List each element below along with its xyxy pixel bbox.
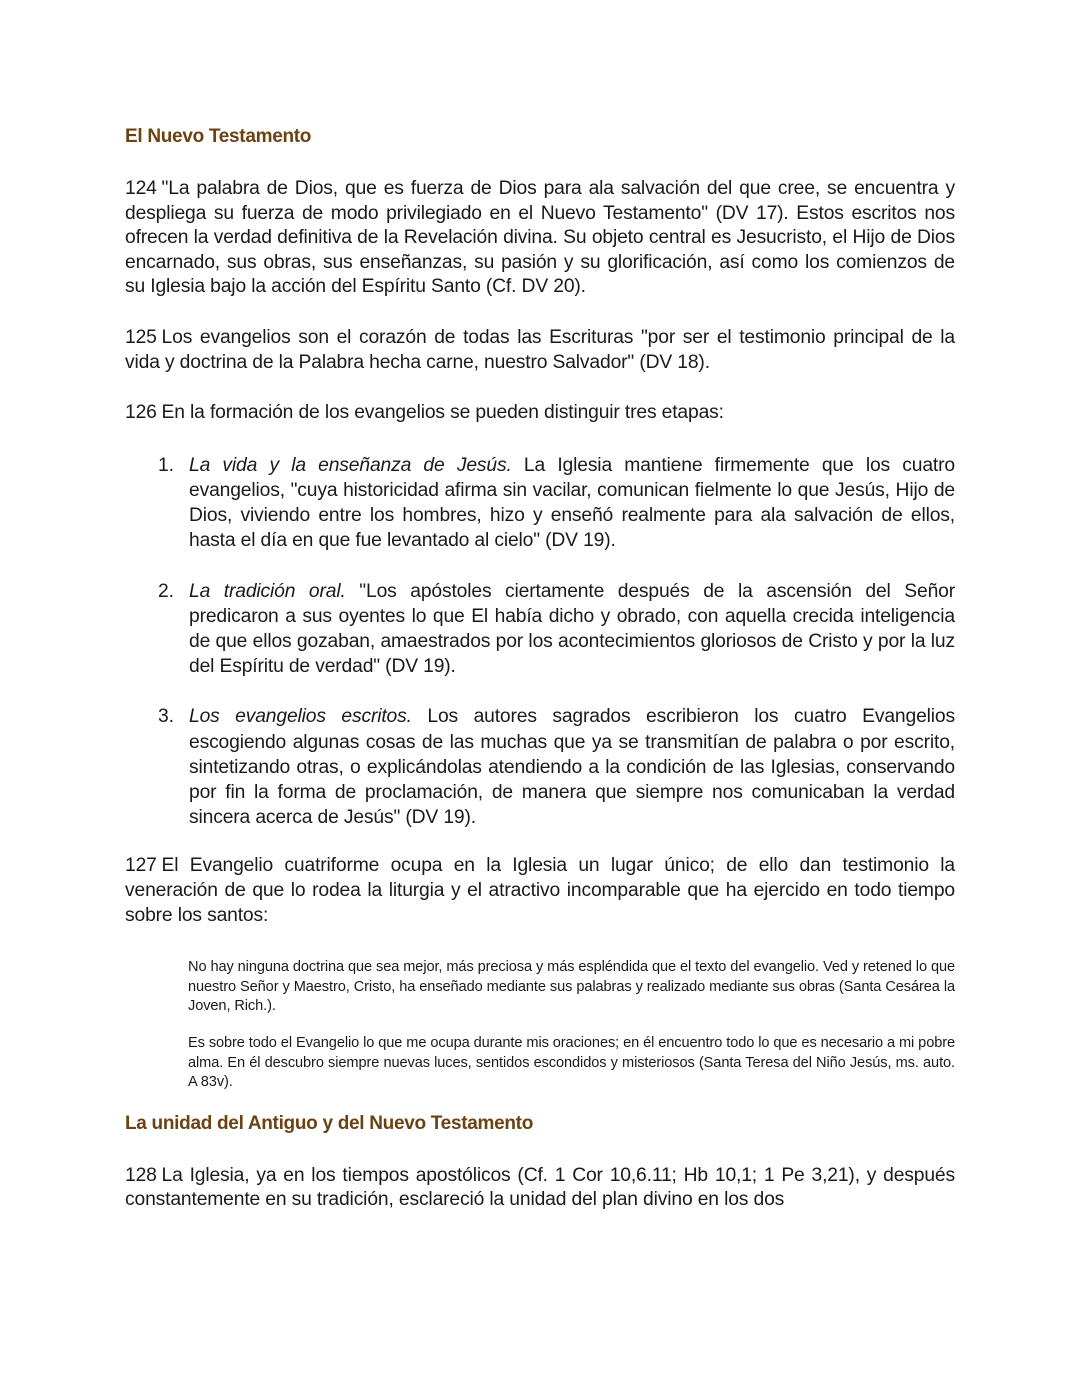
quote-santa-teresa: Es sobre todo el Evangelio lo que me ocupa durante mis oraciones; en él encuentro todo lo que es necesario a mi pobre alma. En él descubro siempre nuevas luces, sentidos escondidos y misteriosos (Santa Teresa del Niño Jesús, ms. auto. A 83v). [188,1035,955,1091]
list-marker: 3. [158,706,174,728]
paragraph-127 [125,854,955,928]
paragraph-number: 128 [125,1164,157,1186]
stage-text: La Iglesia mantiene firmemente que los cuatro evangelios, "cuya historicidad afirma sin vacilar, comunican fielmente lo que Jesús, Hijo de Dios, viviendo entre los hombres, hizo y enseñó realmente para ala salvación de ellos, hasta el día en que fue levantado al cielo" (DV 19). [189,454,955,552]
paragraph-number: 127 [125,855,157,877]
list-item-stage-2 [125,579,955,680]
stage-title: Los evangelios escritos. [189,706,412,728]
list-item-stage-1 [125,453,955,554]
paragraph-number: 125 [125,326,157,348]
paragraph-text: "La palabra de Dios, que es fuerza de Dios para ala salvación del que cree, se encuentra y despliega su fuerza de modo privilegiado en el Nuevo Testamento" (DV 17). Estos escritos nos ofrecen la verdad definitiva de la Revelación divina. Su objeto central es Jesucristo, el Hijo de Dios encarnado, sus obras, sus enseñanzas, su pasión y su glorificación, así como los comienzos de su Iglesia bajo la acción del Espíritu Santo (Cf. DV 20). [125,178,955,298]
list-item-stage-3 [125,704,955,830]
paragraph-number: 124 [125,178,157,199]
paragraph-125 [125,326,955,375]
section-heading-unidad: La unidad del Antiguo y del Nuevo Testamento [125,1112,534,1134]
stages-list [125,453,955,831]
stage-text: Los autores sagrados escribieron los cuatro Evangelios escogiendo algunas cosas de las muchas que ya se transmitían de palabra o por escrito, sintetizando otras, o explicándolas atendiendo a la condición de las Iglesias, conservando por fin la forma de proclamación, de manera que siempre nos comunicaban la verdad sincera acerca de Jesús" (DV 19). [189,706,955,829]
quote-santa-cesarea: No hay ninguna doctrina que sea mejor, más preciosa y más espléndida que el texto del evangelio. Ved y retened lo que nuestro Señor y Maestro, Cristo, ha enseñado mediante sus palabras y realizado mediante sus obras (Santa Cesárea la Joven, Rich.). [188,959,955,1014]
paragraph-text: En la formación de los evangelios se pueden distinguir tres etapas: [161,402,724,424]
list-marker: 1. [158,454,174,476]
paragraph-number: 126 [125,402,157,424]
section-heading-nuevo-testamento: El Nuevo Testamento [125,126,312,147]
paragraph-126 [125,401,955,426]
stage-text: "Los apóstoles ciertamente después de la ascensión del Señor predicaron a sus oyentes lo que El había dicho y obrado, con aquella crecida inteligencia de que ellos gozaban, amaestrados por los acontecimientos gloriosos de Cristo y por la luz del Espíritu de verdad" (DV 19). [189,580,955,678]
document-page [125,124,955,1213]
paragraph-text: El Evangelio cuatriforme ocupa en la Iglesia un lugar único; de ello dan testimonio la veneración de que lo rodea la liturgia y el atractivo incomparable que ha ejercido en todo tiempo sobre los santos: [125,855,955,926]
paragraph-128 [125,1164,955,1213]
list-marker: 2. [158,580,174,602]
stage-title: La tradición oral. [189,580,346,602]
paragraph-text: Los evangelios son el corazón de todas las Escrituras "por ser el testimonio principal de la vida y doctrina de la Palabra hecha carne, nuestro Salvador" (DV 18). [125,326,955,373]
paragraph-text: La Iglesia, ya en los tiempos apostólicos (Cf. 1 Cor 10,6.11; Hb 10,1; 1 Pe 3,21), y después constantemente en su tradición, esclareció la unidad del plan divino en los dos [125,1164,955,1211]
stage-title: La vida y la enseñanza de Jesús. [189,454,512,476]
paragraph-124 [125,177,955,300]
